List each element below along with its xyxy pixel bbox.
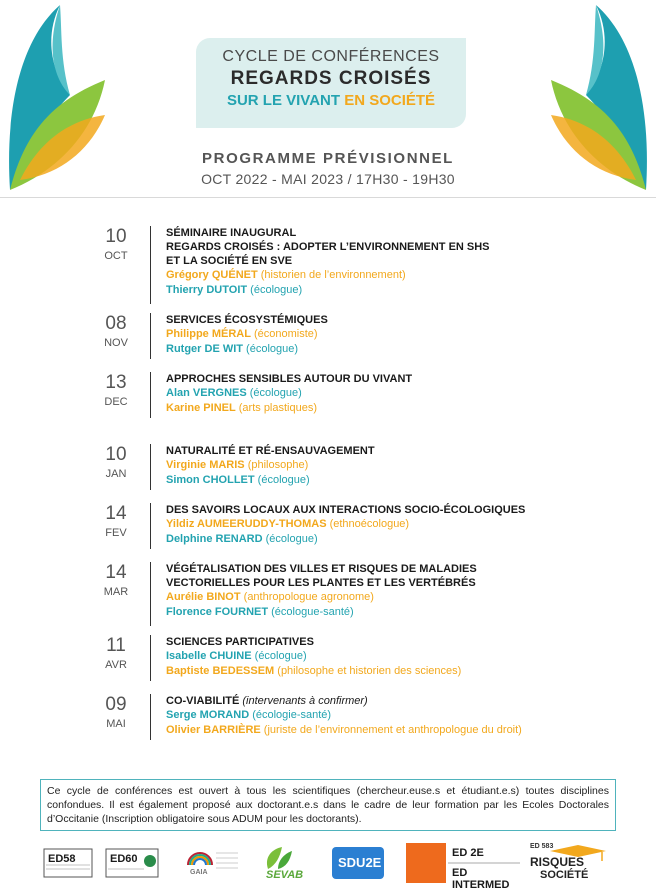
session-divider: [150, 694, 151, 740]
speaker-role: (juriste de l’environnement et anthropologue du droit): [260, 724, 522, 736]
session-title-line: [166, 694, 576, 708]
speaker-last-name: CHOLLET: [202, 474, 255, 486]
session-content: [166, 372, 576, 416]
session-date: [95, 444, 137, 481]
logo-ed2e-edintermed: [406, 843, 522, 891]
speaker-first-name: Aurélie: [166, 591, 207, 603]
session-title-line: [166, 226, 576, 240]
session-title-text: SERVICES ÉCOSYSTÉMIQUES: [166, 314, 328, 326]
session-day: 14: [105, 562, 127, 583]
session-day: 11: [106, 635, 126, 656]
edintermed-label: ED INTERMED: [452, 867, 510, 891]
session-speaker: [166, 268, 576, 283]
session-title-line: [166, 562, 576, 576]
session-speaker: [166, 283, 576, 298]
session-date: [95, 313, 137, 350]
speaker-role: (écologue): [262, 533, 318, 545]
leaf-decoration-right-icon: [546, 0, 656, 200]
session-content: [166, 562, 576, 620]
header-divider: [0, 197, 656, 198]
session-date: [95, 503, 137, 540]
sdu2e-label: SDU2E: [338, 855, 382, 870]
session-6: [95, 635, 575, 685]
session-title-text: DES SAVOIRS LOCAUX AUX INTERACTIONS SOCIO-ÉCOLOGIQUES: [166, 504, 526, 516]
session-date: [95, 562, 137, 599]
session-title-text: REGARDS CROISÉS : ADOPTER L’ENVIRONNEMENT EN SHS: [166, 241, 490, 253]
session-content: [166, 503, 576, 547]
session-day: 10: [105, 444, 127, 465]
speaker-role: (écologie-santé): [249, 709, 332, 721]
session-content: [166, 635, 576, 679]
session-month: JAN: [105, 468, 127, 480]
logos-bar: [0, 843, 656, 891]
speaker-first-name: Yildiz: [166, 518, 197, 530]
speaker-first-name: Baptiste: [166, 665, 213, 677]
session-1: [95, 313, 575, 363]
session-title-line: [166, 240, 576, 254]
info-box: Ce cycle de conférences est ouvert à tous les scientifiques (chercheur.euse.s et étudiant.e.s) toutes disciplines confondues. Il est également proposé aux doctorant.e.s dans le cadre de leur formation par les Ecoles Doctorales d’Occitanie (Inscription obligatoire sous ADUM pour les doctorants).: [40, 779, 616, 831]
logo-sdu2e: [330, 843, 386, 883]
speaker-last-name: DUTOIT: [206, 284, 248, 296]
speaker-last-name: DE WIT: [204, 343, 243, 355]
title-line3-part1: SUR LE VIVANT: [226, 92, 345, 109]
speaker-last-name: QUÉNET: [211, 269, 258, 281]
title-line3: [196, 92, 466, 109]
ed58-label: ED58: [48, 853, 76, 865]
speaker-role: (écologue): [247, 284, 303, 296]
session-4: [95, 503, 575, 553]
leaf-decoration-left-icon: [0, 0, 110, 200]
speaker-last-name: CHUINE: [209, 650, 252, 662]
ed60-label: ED60: [110, 853, 138, 865]
session-speaker: [166, 473, 576, 488]
session-speaker: [166, 327, 576, 342]
sevab-label: SEVAB: [266, 869, 304, 881]
session-day: 10: [105, 226, 127, 247]
speaker-role: (ethnoécologue): [326, 518, 410, 530]
speaker-first-name: Rutger: [166, 343, 205, 355]
session-title-line: [166, 503, 576, 517]
session-speaker: [166, 723, 576, 738]
speaker-role: (écologue-santé): [268, 606, 354, 618]
session-day: 14: [105, 503, 127, 524]
session-title-text: SCIENCES PARTICIPATIVES: [166, 636, 314, 648]
session-title-text: APPROCHES SENSIBLES AUTOUR DU VIVANT: [166, 373, 413, 385]
session-date: [95, 372, 137, 409]
session-title-text: ET LA SOCIÉTÉ EN SVE: [166, 255, 293, 267]
title-line3-part2: EN SOCIÉTÉ: [344, 92, 436, 109]
session-2: [95, 372, 575, 422]
session-title-text: VECTORIELLES POUR LES PLANTES ET LES VERTÉBRÉS: [166, 577, 476, 589]
session-divider: [150, 226, 151, 304]
title-line1: CYCLE DE CONFÉRENCES: [222, 48, 440, 65]
session-title-line: [166, 444, 576, 458]
speaker-role: (anthropologue agronome): [240, 591, 374, 603]
session-content: [166, 444, 576, 488]
speaker-last-name: PINEL: [203, 402, 236, 414]
speaker-role: (écologue): [246, 387, 302, 399]
session-title-line: [166, 635, 576, 649]
session-7: [95, 694, 575, 744]
speaker-first-name: Delphine: [166, 533, 216, 545]
speaker-last-name: MORAND: [199, 709, 250, 721]
session-speaker: [166, 649, 576, 664]
speaker-first-name: Karine: [166, 402, 204, 414]
speaker-last-name: AUMEERUDDY-THOMAS: [196, 518, 327, 530]
session-title-text: SÉMINAIRE INAUGURAL: [166, 227, 297, 239]
session-note: (intervenants à confirmer): [242, 695, 368, 707]
ed2e-label: ED 2E: [452, 847, 484, 859]
speaker-first-name: Virginie: [166, 459, 210, 471]
session-month: AVR: [105, 659, 127, 671]
session-month: OCT: [104, 250, 128, 262]
logo-ed58: [42, 843, 94, 883]
session-day: 08: [105, 313, 127, 334]
speaker-first-name: Thierry: [166, 284, 207, 296]
session-content: [166, 313, 576, 357]
speaker-role: (arts plastiques): [235, 402, 318, 414]
speaker-first-name: Simon: [166, 474, 203, 486]
ed583-main-label: RISQUES: [530, 855, 585, 869]
logo-sevab: [256, 843, 316, 883]
speaker-role: (philosophe et historien des sciences): [274, 665, 462, 677]
ed583-sub-label: SOCIÉTÉ: [540, 869, 589, 881]
session-speaker: [166, 458, 576, 473]
speaker-last-name: RENARD: [215, 533, 263, 545]
gaia-emblem-icon: [178, 843, 240, 883]
speaker-first-name: Olivier: [166, 724, 204, 736]
speaker-last-name: VERGNES: [192, 387, 247, 399]
speaker-role: (historien de l’environnement): [257, 269, 406, 281]
ed583-top-label: ED 583: [530, 843, 554, 850]
session-title-text: VÉGÉTALISATION DES VILLES ET RISQUES DE MALADIES: [166, 563, 477, 575]
speaker-last-name: FOURNET: [214, 606, 269, 618]
session-title-text: CO-VIABILITÉ: [166, 695, 243, 707]
session-speaker: [166, 590, 576, 605]
speaker-role: (écologue): [243, 343, 299, 355]
session-5: [95, 562, 575, 630]
session-title-line: [166, 372, 576, 386]
session-speaker: [166, 664, 576, 679]
session-content: [166, 694, 576, 738]
session-divider: [150, 503, 151, 549]
speaker-first-name: Alan: [166, 387, 193, 399]
gaia-label: GAIA: [190, 869, 208, 876]
speaker-first-name: Philippe: [166, 328, 212, 340]
speaker-first-name: Grégory: [166, 269, 212, 281]
session-month: FEV: [105, 527, 127, 539]
speaker-role: (écologue): [254, 474, 310, 486]
speaker-last-name: MÉRAL: [211, 328, 251, 340]
speaker-last-name: BEDESSEM: [212, 665, 275, 677]
speaker-role: (économiste): [250, 328, 318, 340]
session-speaker: [166, 605, 576, 620]
session-date: [95, 694, 137, 731]
title-box: [196, 38, 466, 128]
programme-title: PROGRAMME PRÉVISIONNEL: [202, 150, 454, 167]
logo-ed583: [528, 843, 610, 883]
speaker-last-name: MARIS: [209, 459, 245, 471]
session-speaker: [166, 708, 576, 723]
session-title-line: [166, 313, 576, 327]
session-divider: [150, 635, 151, 681]
speaker-role: (philosophe): [244, 459, 309, 471]
logo-ed60: [104, 843, 160, 883]
session-title-line: [166, 254, 576, 268]
speaker-role: (écologue): [251, 650, 307, 662]
speaker-first-name: Isabelle: [166, 650, 210, 662]
session-day: 09: [105, 694, 127, 715]
session-divider: [150, 444, 151, 490]
session-day: 13: [105, 372, 127, 393]
session-speaker: [166, 532, 576, 547]
session-speaker: [166, 401, 576, 416]
session-title-line: [166, 576, 576, 590]
title-line2: REGARDS CROISÉS: [230, 68, 432, 89]
logo-gaia: [178, 843, 240, 883]
session-date: [95, 226, 137, 263]
session-month: NOV: [104, 337, 128, 349]
session-month: MAR: [103, 586, 129, 598]
session-divider: [150, 372, 151, 418]
speaker-first-name: Serge: [166, 709, 200, 721]
session-speaker: [166, 386, 576, 401]
session-month: DEC: [104, 396, 128, 408]
session-speaker: [166, 517, 576, 532]
session-speaker: [166, 342, 576, 357]
speaker-last-name: BINOT: [206, 591, 241, 603]
session-month: MAI: [106, 718, 126, 730]
speaker-first-name: Florence: [166, 606, 215, 618]
session-date: [95, 635, 137, 672]
session-divider: [150, 562, 151, 626]
session-3: [95, 444, 575, 494]
programme-dates: OCT 2022 - MAI 2023 / 17H30 - 19H30: [201, 171, 455, 187]
session-0: [95, 226, 575, 308]
speaker-last-name: BARRIÈRE: [203, 724, 261, 736]
session-divider: [150, 313, 151, 359]
session-title-text: NATURALITÉ ET RÉ-ENSAUVAGEMENT: [166, 445, 375, 457]
session-content: [166, 226, 576, 298]
